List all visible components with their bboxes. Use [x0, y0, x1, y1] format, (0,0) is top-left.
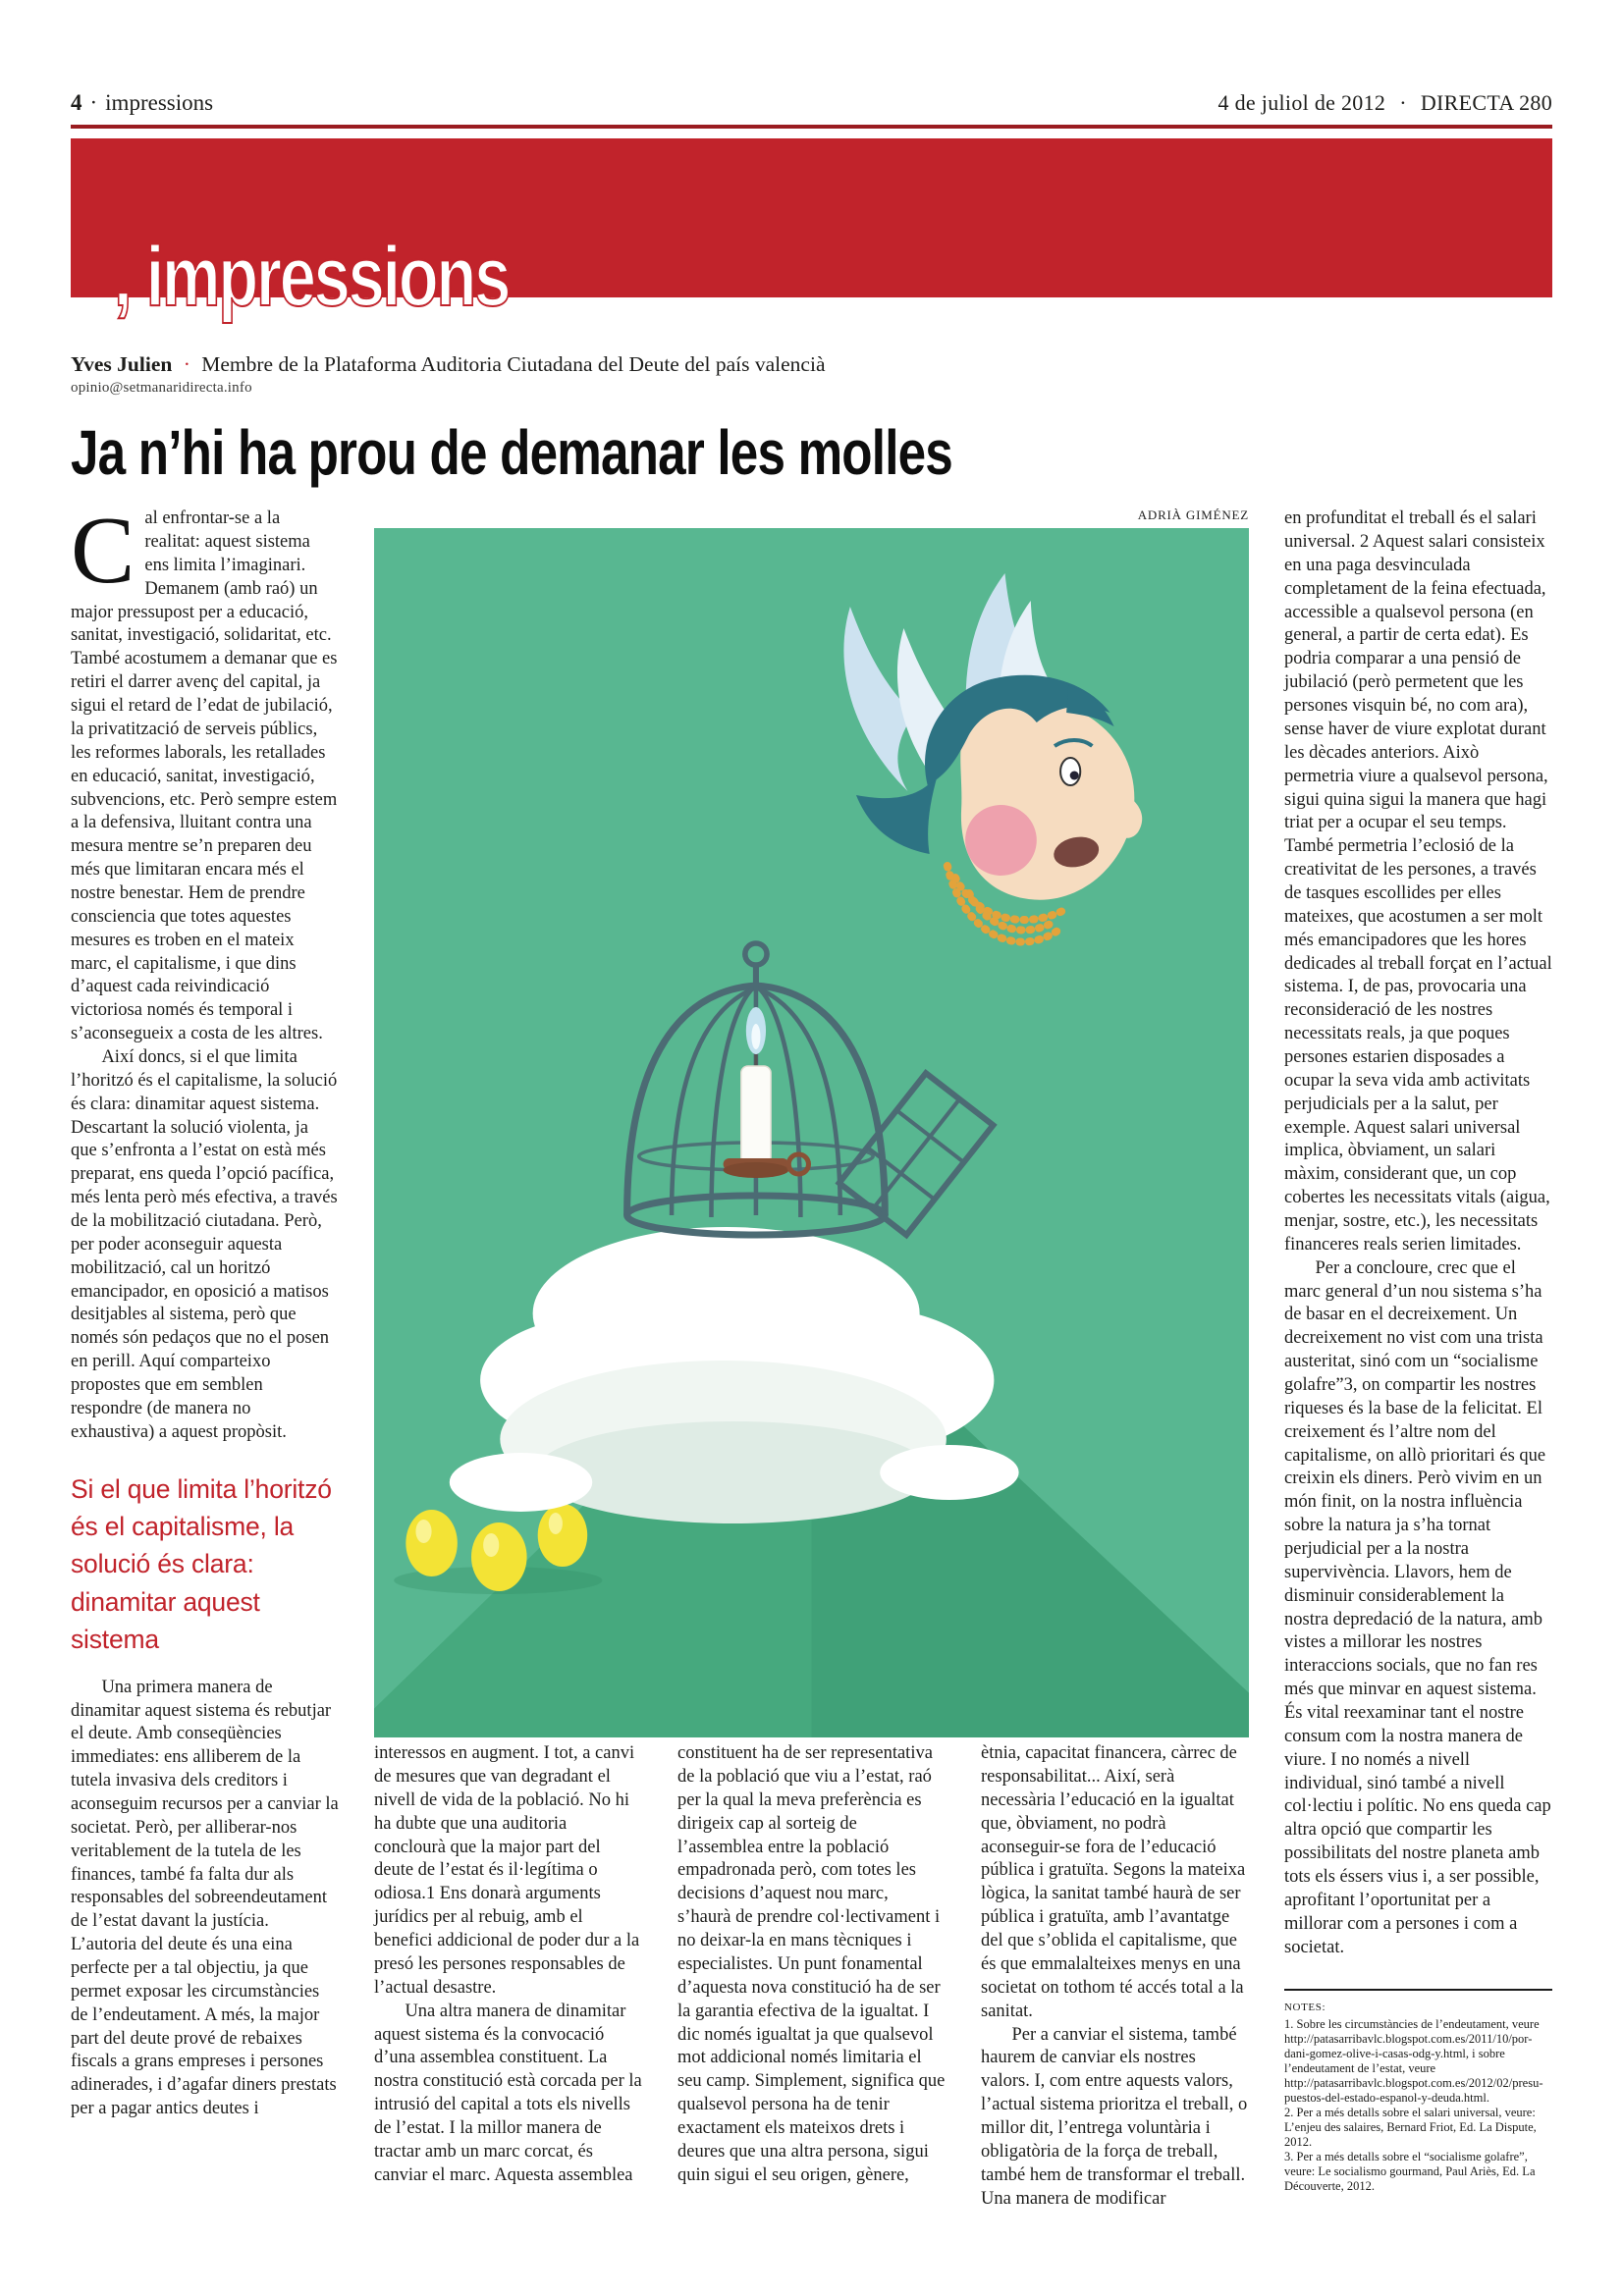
cheek [965, 805, 1037, 876]
drop-cap: C [71, 498, 135, 605]
issue-number: DIRECTA 280 [1420, 90, 1552, 115]
author-name: Yves Julien [71, 352, 173, 376]
article-headline: Ja n’hi ha prou de demanar les molles [71, 417, 952, 488]
paragraph: Així doncs, si el que limita l’horitzó és el capitalisme, la solució és clara: dinamitar aquest sistema. Descartant la solució violenta, ja que s’enfronta a l’estat on està més preparat, ens queda l’opció pacífica, més lenta però més efectiva, a través de la mobilització ciutadana. Però, per poder aconseguir aquesta mobilització, cal un horitzó emancipador, en oposició a matisos desitjables al sistema, però que només són pedaços que no el posen en perill. Aquí comparteixo propostes que em semblen respondre (de manera no exhaustiva) a aquest propòsit. [71, 1046, 338, 1442]
header-separator: · [89, 90, 98, 115]
page-number: 4 [71, 90, 82, 115]
paragraph: Per a concloure, crec que el marc general d’un nou sistema s’ha de basar en el decreixement. Un decreixement no vist com una trista austeritat, sinó com un “socialisme golafre”3, on compartir les nostres riqueses és la base de la felicitat. El creixement és l’altre nom del capitalisme, on allò prioritari és que creixin els diners. Però vivim en un món finit, on la nostra influència sobre la natura ja s’ha tornat perjudicial per a la nostra supervivència. Llavors, hem de disminuir considerablement la nostra depredació de la natura, amb vistes a millorar les nostres interaccions socials, que no fan res més que minvar en aquest sistema. És vital reexaminar tant el nostre consum com la nostra manera de viure. I no només a nivell individual, sinó també a nivell col·lectiu i polític. No ens queda cap altra opció que compartir les possibilitats del nostre planeta amb tots els éssers vius i, a ser possible, aprofitant l’oportunitat per a millorar com a persones i com a societat. [1284, 1257, 1551, 1957]
article-column-4 [981, 1742, 1249, 2211]
article-column-5 [1284, 507, 1552, 2193]
notes-rule [1284, 1989, 1552, 1991]
paragraph: ètnia, capacitat financera, càrrec de responsabilitat... Així, serà necessària l’educació en la igualtat que, òbviament, no podrà aconseguir-se fora de l’educació pública i gratuïta. Segons la mateixa lògica, la sanitat també haurà de ser pública i gratuïta, amb l’avantatge del que s’oblida el capitalisme, que és que emmalalteixes menys en una societat on tothom té accés total a la sanitat. [981, 1743, 1246, 2021]
note-item: 1. Sobre les circumstàncies de l’endeutament, veure http://patasarribavlc.blogspot.com.es/2011/10/por-dani-gomez-olive-i-casas-odg-y.html, i sobre l’endeutament de l’estat, veure http://patasarribavlc.blogspot.com.es/2012/02/presu-puestos-del-estado-espanol-y-deuda.html. [1284, 2016, 1543, 2105]
illustration-credit: ADRIÀ GIMÉNEZ [1137, 507, 1249, 523]
illustration-canvas [374, 528, 1249, 1737]
note-item: 3. Per a més detalls sobre el “socialisme golafre”, veure: Le socialismo gourmand, Paul Ariès, Ed. La Découverte, 2012. [1284, 2149, 1536, 2193]
illustration [374, 507, 1249, 1742]
issue-date: 4 de juliol de 2012 [1217, 90, 1386, 115]
paragraph-text: al enfrontar-se a la realitat: aquest sistema ens limita l’imaginari. Demanem (amb raó) un major pressupost per a educació, sanitat, investigació, solidaritat, etc. També acostumem a demanar que es retiri el darrer avenç del capital, ja sigui el retard de l’edat de jubilació, la privatització de serveis públics, les reformes laborals, les retallades en educació, sanitat, investigació, subvencions, etc. Però sempre estem a la defensiva, lluitant contra una mesura mentre se’n preparen deu més que limitaran encara més el nostre benestar. Hem de prendre consciencia que totes aquestes mesures es troben en el mateix marc, el capitalisme, i que dins d’aquest cada reivindicació victoriosa només és temporal i s’aconsegueix a costa de les altres. [71, 508, 338, 1044]
paragraph: en profunditat el treball és el salari universal. 2 Aquest salari consisteix en una paga desvinculada completament de la feina efectuada, accessible a qualsevol persona (en general, a partir de certa edat). Es podria comparar a una pensió de jubilació (però permetent que les persones visquin bé, no com ara), sense haver de viure explotat durant les dècades anteriors. Això permetria viure a qualsevol persona, sigui quina sigui la manera que hagi triat per a ocupar el seu temps. També permetria l’eclosió de la creativitat de les persones, a través de tasques escollides per elles mateixes, que acostumen a ser molt més emancipadores que les hores dedicades al treball forçat en l’actual sistema. I, de pas, provocaria una reconsideració de les nostres necessitats reals, ja que poques persones estarien disposades a ocupar la seva vida amb activitats perjudicials per a la salut, per exemple. Aquest salari universal implica, òbviament, un salari màxim, considerant que, un cop cobertes les necessitats vitals (aigua, menjar, sostre, etc.), les necessitats financeres reals serien limitades. [1284, 508, 1552, 1255]
paragraph: interessos en augment. I tot, a canvi de mesures que van degradant el nivell de vida de la població. No hi ha dubte que una auditoria conclourà que la major part del deute de l’estat és il·legítima o odiosa.1 Ens donarà arguments jurídics per al rebuig, amb el benefici addicional de poder dur a la presó les persones responsables de l’actual desastre. [374, 1743, 640, 1998]
byline-separator: · [183, 352, 190, 376]
paragraph: Una altra manera de dinamitar aquest sistema és la convocació d’una assemblea constituent. La nostra constitució està corcada per la intrusió del capital a tots els nivells de l’estat. I la millor manera de tractar amb un marc corcat, és canviar el marc. Aquesta assemblea [374, 2001, 642, 2185]
author-email: opinio@setmanaridirecta.info [71, 380, 252, 396]
pupil [1070, 772, 1079, 780]
paragraph: Una primera manera de dinamitar aquest sistema és rebutjar el deute. Amb conseqüències immediates: ens alliberem de la tutela invasiva dels creditors i aconseguim recursos per a canviar la societat. Però, per alliberar-nos veritablement de la tutela de les finances, també fa falta dur als responsables del sobreendeutament de l’estat davant la justícia. L’autoria del deute és una eina perfecte per a tal objectiu, ja que permet exposar les circumstàncies de l’endeutament. A més, la major part del deute prové de rebaixes fiscals a grans empreses i persones adinerades, i d’agafar diners prestats per a pagar antics deutes i [71, 1677, 339, 2119]
byline [71, 352, 1552, 397]
header-dot: · [1399, 90, 1407, 115]
notes-label: NOTES: [1284, 2002, 1326, 2014]
note-item: 2. Per a més detalls sobre el salari universal, veure: L’enjeu des salaires, Bernard Friot, Ed. La Dispute, 2012. [1284, 2105, 1537, 2149]
paragraph: constituent ha de ser representativa de la població que viu a l’estat, raó per la qual la meva preferència es dirigeix cap al sorteig de l’assemblea entre la població empadronada però, com totes les decisions d’aquest nou marc, s’haurà de prendre col·lectivament i no deixar-la en mans tècniques i especialistes. Un punt fonamental d’aquesta nova constitució ha de ser la garantia efectiva de la igualtat. I dic només igualtat ja que qualsevol mot addicional només limitaria el seu camp. Simplement, significa que qualsevol persona ha de tenir exactament els mateixos drets i deures que una altra persona, sigui quin sigui el seu origen, gènere, [677, 1743, 946, 2185]
header-left [71, 90, 213, 116]
section-banner-title: , impressions [114, 230, 510, 324]
section-banner [71, 138, 1552, 324]
article-column-1 [71, 498, 339, 2121]
notes-section [1284, 1989, 1552, 2193]
article-column-2 [374, 1742, 642, 2187]
author-role: Membre de la Plataforma Auditoria Ciutadana del Deute del país valencià [201, 352, 826, 376]
paragraph-lead [71, 498, 339, 1046]
section-label: impressions [105, 90, 214, 115]
article-column-3 [677, 1742, 946, 2187]
article-body [71, 498, 1552, 2211]
header-rule [71, 125, 1552, 129]
paragraph: Per a canviar el sistema, també haurem de canviar els nostres valors. I, com entre aquests valors, l’actual sistema prioritza el treball, o millor dit, l’entrega voluntària i obligatòria de la força de treball, també hem de transformar el treball. Una manera de modificar [981, 2024, 1248, 2209]
header-right [1218, 90, 1552, 116]
page-header [71, 0, 1552, 116]
pull-quote: Si el que limita l’horitzó és el capitalisme, la solució és clara: dinamitar aquest sistema [71, 1473, 332, 1655]
eye [1060, 758, 1080, 785]
